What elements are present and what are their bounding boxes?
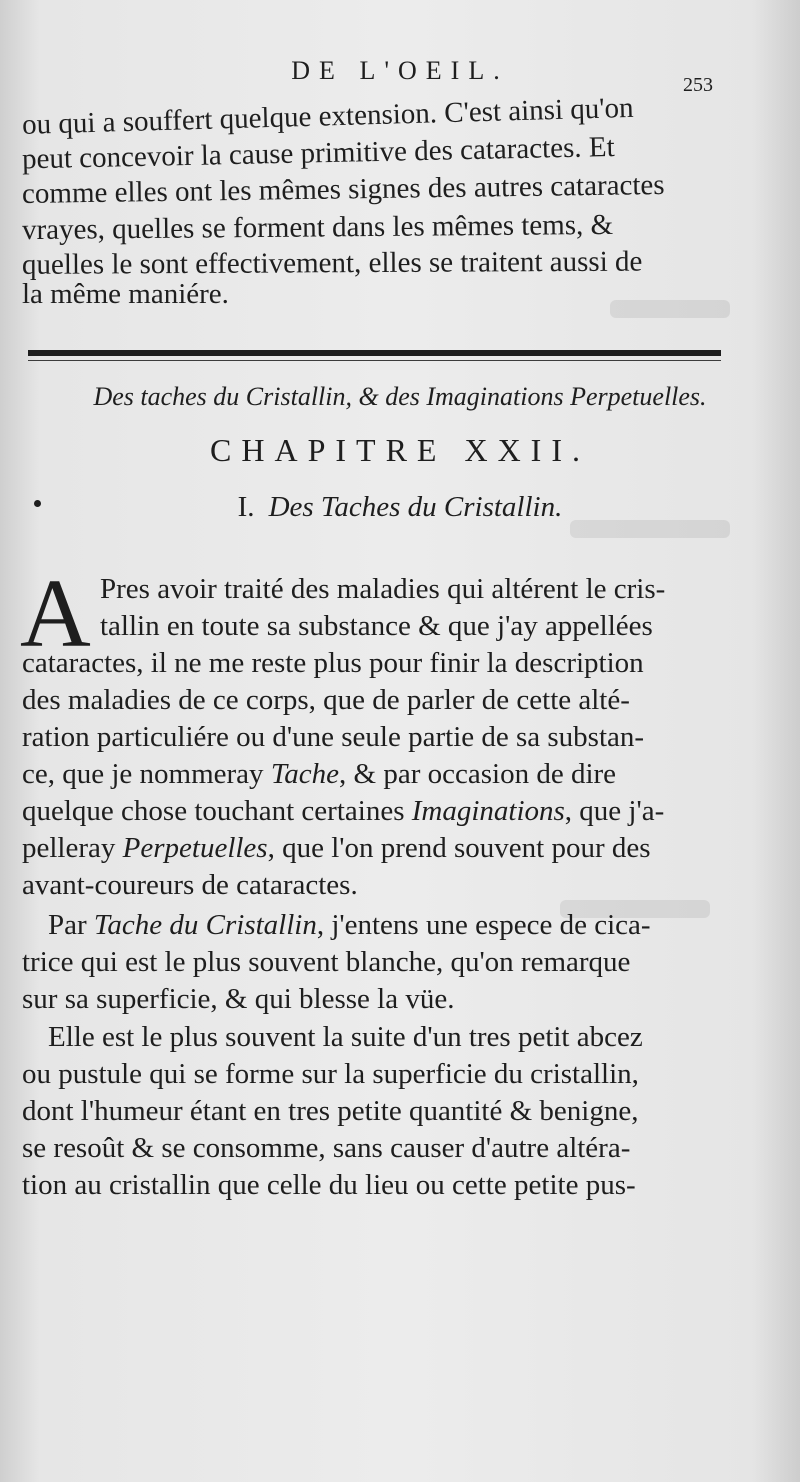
text-line: cataractes, il ne me reste plus pour finir la description [22,647,644,679]
chapter-title: CHAPITRE XXII. [210,432,590,468]
text-run: ce, que je nommeray [22,758,271,790]
text-line: se resoût & se consomme, sans causer d'autre altéra- [22,1132,631,1164]
section-rule-thin [28,360,721,361]
text-line: tallin en toute sa substance & que j'ay appellées [100,610,653,642]
text-line: avant-coureurs de cataractes. [22,869,358,901]
text-line: vrayes, quelles se forment dans les mêmes tems, & [21,208,614,247]
text-run: , j'entens une espece de cica- [316,909,651,941]
text-line: ou pustule qui se forme sur la superficie du cristallin, [22,1058,639,1090]
text-line [22,792,732,830]
text-run: quelque chose touchant certaines [22,795,412,827]
text-run: , que j'a- [564,795,665,827]
subtitle-number: I. [237,491,255,523]
text-line: ou qui a souffert quelque extension. C'est ainsi qu'on [21,91,634,141]
text-run: Par [48,909,94,941]
text-line: ration particuliére ou d'une seule partie de sa substan- [22,721,645,753]
subtitle-text: Des Taches du Cristallin. [268,491,563,523]
italic-term: Tache [270,758,340,790]
text-line: sur sa superficie, & qui blesse la vüe. [22,983,455,1015]
text-line: Pres avoir traité des maladies qui altérent le cris- [100,573,666,605]
page-number: 253 [683,74,713,96]
italic-term: Imaginations [411,795,565,827]
italic-term: Tache du Cristallin [93,909,317,941]
subtitle [0,491,800,524]
text-line: la même maniére. [22,278,229,310]
text-line: comme elles ont les mêmes signes des autres cataractes [21,168,665,210]
text-run: pelleray [22,832,123,864]
section-title: Des taches du Cristallin, & des Imaginations Perpetuelles. [93,382,707,411]
section-rule [28,350,721,356]
text-line: dont l'humeur étant en tres petite quantité & benigne, [22,1095,639,1127]
text-line [22,829,732,867]
text-line: trice qui est le plus souvent blanche, qu'on remarque [22,946,631,978]
drop-cap: A [20,560,91,668]
text-line [22,755,732,793]
running-header: DE L'OEIL. [291,56,509,85]
italic-term: Perpetuelles [122,832,268,864]
text-run: , que l'on prend souvent pour des [267,832,651,864]
text-line: tion au cristallin que celle du lieu ou cette petite pus- [22,1169,636,1201]
text-line [48,906,732,944]
text-line: des maladies de ce corps, que de parler de cette alté- [22,684,630,716]
text-run: , & par occasion de dire [339,758,617,790]
text-line: Elle est le plus souvent la suite d'un tres petit abcez [48,1021,643,1053]
text-line: quelles le sont effectivement, elles se traitent aussi de [21,245,643,281]
text-line: peut concevoir la cause primitive des cataractes. Et [21,131,615,176]
